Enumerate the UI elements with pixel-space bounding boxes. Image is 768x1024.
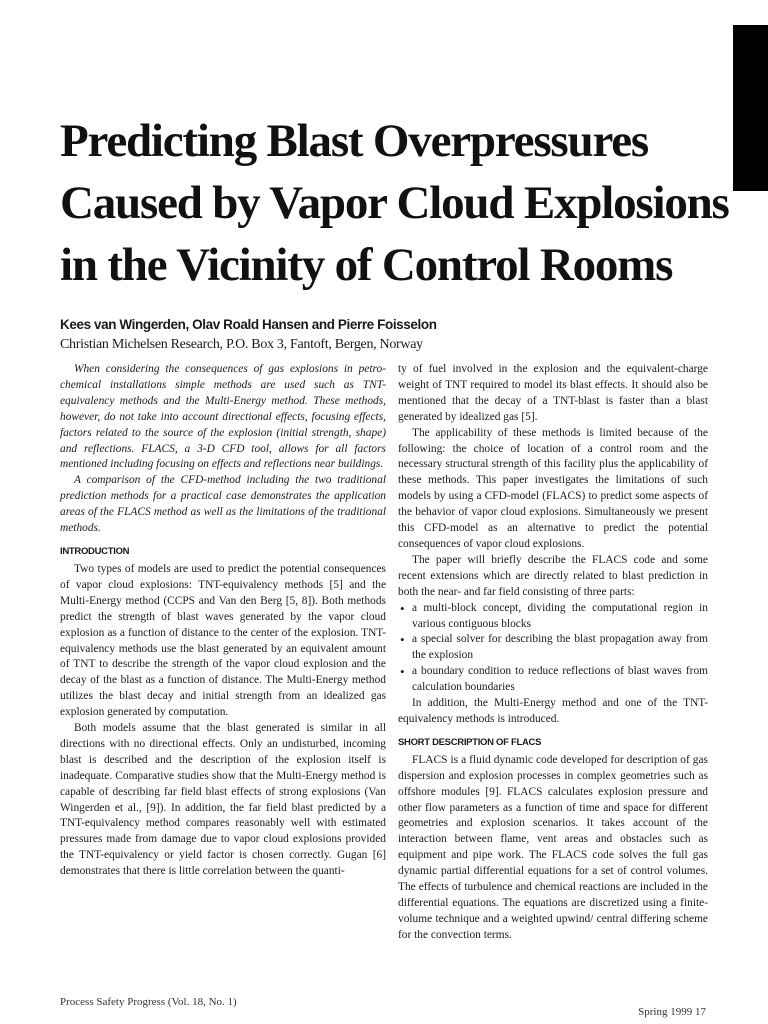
body-paragraph: Both models assume that the blast generated is similar in all directions with no directional effects. Only an undisturbed, incoming blast is described and the description of the explosion itself is inadequate. Comparative studies show that the Multi-Energy method is capable of describing far field blast effects of strong explosions (Van Wingerden et al., [9]). In addition, the far field blast predicted by a TNT-equivalency method compares reasonably well with estimated pressures made from damage due to vapor cloud explosions provided the TNT-equivalency or yield factor is chosen correctly. Gugan [6] demonstrates that there is little correlation between the quanti- — [60, 722, 386, 878]
body-paragraph: FLACS is a fluid dynamic code developed for description of gas dispersion and explosion processes in complex geometries such as offshore modules [9]. FLACS calculates explosion pressure and other flow parameters as a function of time and space for different geometries and explosion scenarios. It takes account of the interaction between flame, vent areas and obstacles such as equipment and pipe work. The FLACS code solves the full gas dynamic partial differential equations for a set of control volumes. The effects of turbulence and chemical reactions are included in the differential equations. The equations are discretized using a finite-volume technique and a weighted upwind/ central differing scheme for the convection terms. — [398, 753, 708, 941]
body-paragraph: In addition, the Multi-Energy method and one of the TNT-equivalency methods is introduced. — [398, 697, 708, 725]
title-line: in the Vicinity of Control Rooms — [60, 239, 673, 291]
article-title — [60, 110, 729, 296]
body-paragraph: The applicability of these methods is limited because of the following: the choice of location of a control room and the necessary structural strength of this facility plus the applicability of these methods. This paper investigates the limitations of such models by using a CFD-model (FLACS) to predict some aspects of the behavior of vapor cloud explosions. Simultaneously we present this CFD-model as an alternative to predict the potential consequences of vapor cloud explosions. — [398, 426, 708, 550]
page-number: Spring 1999 17 — [638, 1006, 706, 1018]
abstract — [60, 362, 386, 537]
list-item: • a boundary condition to reduce reflections of blast waves from calculation boundaries — [398, 664, 708, 696]
abstract-paragraph: When considering the consequences of gas explosions in petro-chemical installations simple methods are used such as TNT-equivalency methods and the Multi-Energy method. These methods, however, do not take into account directional effects, focusing effects, factors related to the source of the explosion (initial strength, shape) and reflections. FLACS, a 3-D CFD tool, allows for all factors mentioned including focusing on effects and reflections near buildings. — [60, 363, 386, 471]
affiliation: Christian Michelsen Research, P.O. Box 3, Fantoft, Bergen, Norway — [60, 337, 423, 352]
body-paragraph: The paper will briefly describe the FLACS code and some recent extensions which are directly related to blast prediction in both the near- and far field consisting of three parts: — [398, 553, 708, 598]
list-item: • a special solver for describing the blast propagation away from the explosion — [398, 632, 708, 664]
title-line: Caused by Vapor Cloud Explosions — [60, 177, 729, 229]
body-paragraph: Two types of models are used to predict the potential consequences of vapor cloud explosions: TNT-equivalency methods [5] and the Multi-Energy method (CCPS and Van den Berg [5, 8]). Both methods predict the strength of blast waves generated by the vapor cloud explosion as a function of distance to the center of the explosion. TNT-equivalency methods use the blast generated by an equivalent amount of TNT to describe the strength of the vapor cloud explosion and the decay of the blast as a function of distance. The Multi-Energy method utilizes the blast decay and initial strength from an idealized gas explosion generated by computation. — [60, 562, 386, 719]
journal-footer: Process Safety Progress (Vol. 18, No. 1) — [60, 996, 237, 1008]
list-item: • a multi-block concept, dividing the computational region in various contiguous blocks — [398, 601, 708, 633]
author-list: Kees van Wingerden, Olav Roald Hansen and Pierre Foisselon — [60, 317, 437, 332]
section-heading-flacs: SHORT DESCRIPTION OF FLACS — [398, 736, 542, 748]
right-column — [398, 362, 708, 944]
left-column — [60, 362, 386, 880]
abstract-paragraph: A comparison of the CFD-method including the two traditional prediction methods for a practical case demonstrates the application areas of the FLACS method as well as the limitations of the traditional methods. — [60, 474, 386, 535]
section-heading-introduction: INTRODUCTION — [60, 545, 130, 557]
body-paragraph: ty of fuel involved in the explosion and the equivalent-charge weight of TNT required to model its blast effects. It should also be mentioned that the decay of a TNT-blast is faster than a blast generated by idealized gas [5]. — [398, 363, 708, 423]
section-edge-tab — [733, 25, 768, 191]
bullet-list — [398, 601, 708, 696]
title-line: Predicting Blast Overpressures — [60, 115, 649, 167]
